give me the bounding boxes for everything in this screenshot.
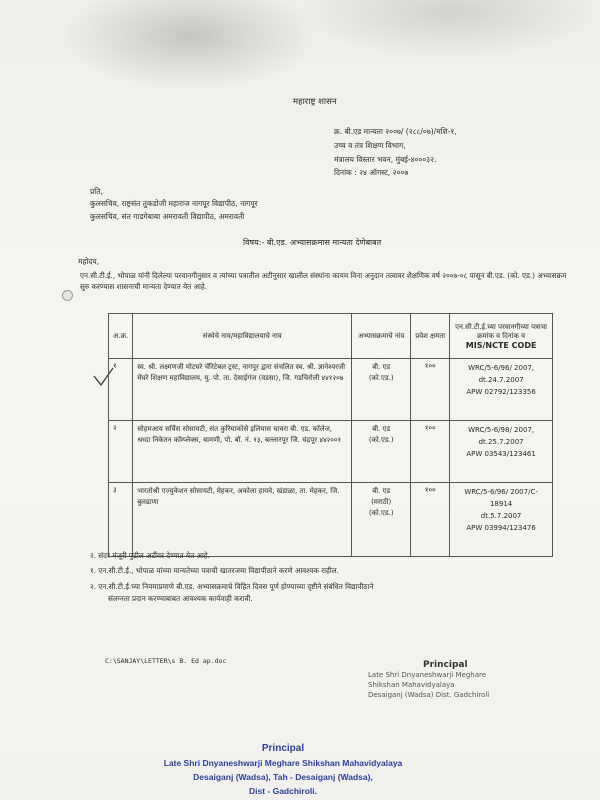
department: उच्च व तंत्र शिक्षण विभाग, (334, 141, 406, 150)
institutions-table (108, 313, 553, 557)
row-capacity: १०० (411, 483, 450, 557)
note-condition-1: १. एन.सी.टी.ई., भोपाळ यांच्या मान्यतेच्या पत्राची खातरजमा विद्यापीठाने करणे आवश्यक राहील. (90, 566, 339, 575)
header-institution: संस्थेचे नाव/महाविद्यालयाचे नाव (133, 314, 352, 359)
row-code-line: WRC/5-6/96/ 2007/C-18914 (464, 488, 538, 508)
header-sr: अ.क्र. (109, 314, 133, 359)
row-code-line: APW 03994/123476 (466, 524, 536, 532)
row-course-line: (को.एड.) (368, 509, 394, 517)
table-row (109, 421, 553, 483)
principal-line: Shikshan Mahavidyalaya (368, 681, 455, 689)
row-sr: ३ (109, 483, 133, 557)
principal-title: Principal (423, 660, 468, 670)
row-capacity: १०० (411, 359, 450, 421)
principal-signature-block (368, 660, 489, 700)
header-ncte (450, 314, 553, 359)
row-institution: सोहमआय सर्विस सोसायटी, संत कुरियाकोसे इलियास चावरा बी. एड. कॉलेज, श्रध्दा निकेतन कॉम्प्लेक्स, बामणी, पो. बॉ. नं. १३, बल्लारपूर जि. चंद्रपूर ४४२००१ (133, 421, 352, 483)
photocopy-smudge (60, 0, 320, 90)
row-code (450, 359, 553, 421)
row-code (450, 483, 553, 557)
principal-line: Late Shri Dnyaneshwarji Meghare (368, 671, 487, 679)
row-capacity: १०० (411, 421, 450, 483)
row-institution: स्व. श्री. लक्ष्मणजी मोटघरे चॅरिटेबल ट्रस्ट, नागपूर द्वारा संचलित स्व. श्री. ज्ञानेश्वरजी मेंघरे शिक्षण महाविद्यालय, मु. पो. ता. देसाईगंज (वडसा), जि. गडचिरोली ४४१२०७ (133, 359, 352, 421)
note-condition-2: २. एन.सी.टी.ई.च्या नियमाप्रमाणे बी.एड. अभ्यासक्रमाचे विहित दिवस पूर्ण होण्याच्या दृष्टीने संबंधित विद्यापीठाने (90, 582, 374, 591)
row-code-line: WRC/5-6/98/ 2007, (468, 426, 535, 434)
table-row (109, 483, 553, 557)
body-paragraph: एन.सी.टी.ई., भोपाळ यांनी दिलेल्या परवानगीनुसार व त्यांच्या पत्रातील अटीनुसार खालील संस्थांना कायम विना अनुदान तत्वावर शैक्षणिक वर्ष २००७-०८ पासून बी.एड. (को. एड.) अभ्यासक्रम सुरु करण्यास शासनाची मान्यता देण्यात येत आहे. (80, 271, 567, 291)
government-heading: महाराष्ट्र शासन (293, 97, 337, 107)
principal-line: Desaiganj (Wadsa) Dist. Gadchiroli (368, 691, 490, 699)
address: मंत्रालय विस्तार भवन, मुंबई-४०००३२. (334, 155, 437, 164)
principal-stamp (158, 742, 408, 798)
row-code-line: dt.25.7.2007 (478, 438, 524, 446)
subject: विषय:- बी.एड. अभ्यासक्रमास मान्यता देणेबाबत (243, 238, 382, 247)
row-course-line: (को.एड.) (368, 374, 394, 382)
row-institution: भारतोश्री एज्युकेशन सोसायटी, मेहकर, अकोला हायवे, खंडाळा, ता. मेहकर, जि. बुलढाणा (133, 483, 352, 557)
row-course-line: बी. एड (372, 363, 391, 371)
row-course (352, 359, 411, 421)
table-header-row (109, 314, 553, 359)
prati: प्रति, (90, 187, 103, 196)
stamp-line: Desaiganj (Wadsa), Tah - Desaiganj (Wadsa), (193, 772, 373, 782)
row-course-line: बी. एड (372, 487, 391, 495)
note-condition-2-cont: संलग्नता प्रदान करण्याबाबत आवश्यक कार्यवाही करावी. (108, 594, 253, 603)
note-conditions: २. संदर मंजूरी पुढील अटींवर देण्यात येत आहे. (90, 551, 210, 560)
row-course (352, 421, 411, 483)
table-row (109, 359, 553, 421)
header-capacity: प्रवेश क्षमता (411, 314, 450, 359)
header-mis: MIS/NCTE CODE (465, 340, 537, 350)
punch-hole (62, 290, 73, 301)
letter-date: दिनांक : २४ ऑगस्ट, २००७ (334, 168, 409, 177)
photocopy-smudge (300, 0, 600, 60)
header-course: अभ्यासक्रमाचे नांव (352, 314, 411, 359)
recipient-2: कुलसचिव, संत गाडगेबाबा अमरावती विद्यापीठ, अमरावती (90, 212, 245, 221)
row-code-line: APW 03543/123461 (466, 450, 536, 458)
file-path: C:\SANJAY\LETTER\s B. Ed ap.doc (105, 657, 227, 665)
reference-number: क्र. बी.एड मान्यता २००७/ (२८८/०७)/मशि-१, (334, 127, 457, 136)
row-course-line: (मराठी) (371, 498, 392, 506)
stamp-line: Dist - Gadchiroli. (248, 786, 317, 796)
row-sr: २ (109, 421, 133, 483)
stamp-line: Late Shri Dnyaneshwarji Meghare Shikshan Mahavidyalaya (163, 758, 403, 768)
header-ncte-text: एन.सी.टी.ई.च्या परवानगीच्या पत्राचा क्रमांक व दिनांक व (455, 322, 547, 340)
row-course (352, 483, 411, 557)
recipient-1: कुलसचिव, राष्ट्रसंत तुकडोजी महाराज नागपूर विद्यापीठ, नागपूर (90, 199, 258, 208)
stamp-line: Principal (261, 743, 305, 754)
salutation: महोदय, (78, 257, 100, 266)
row-sr: १ (109, 359, 133, 421)
row-code (450, 421, 553, 483)
row-code-line: dt.5.7.2007 (480, 512, 522, 520)
row-course-line: बी. एड (372, 425, 391, 433)
row-code-line: WRC/5-6/96/ 2007, (468, 364, 535, 372)
row-course-line: (को.एड.) (368, 436, 394, 444)
row-code-line: dt.24.7.2007 (478, 376, 524, 384)
row-code-line: APW 02792/123356 (466, 388, 536, 396)
